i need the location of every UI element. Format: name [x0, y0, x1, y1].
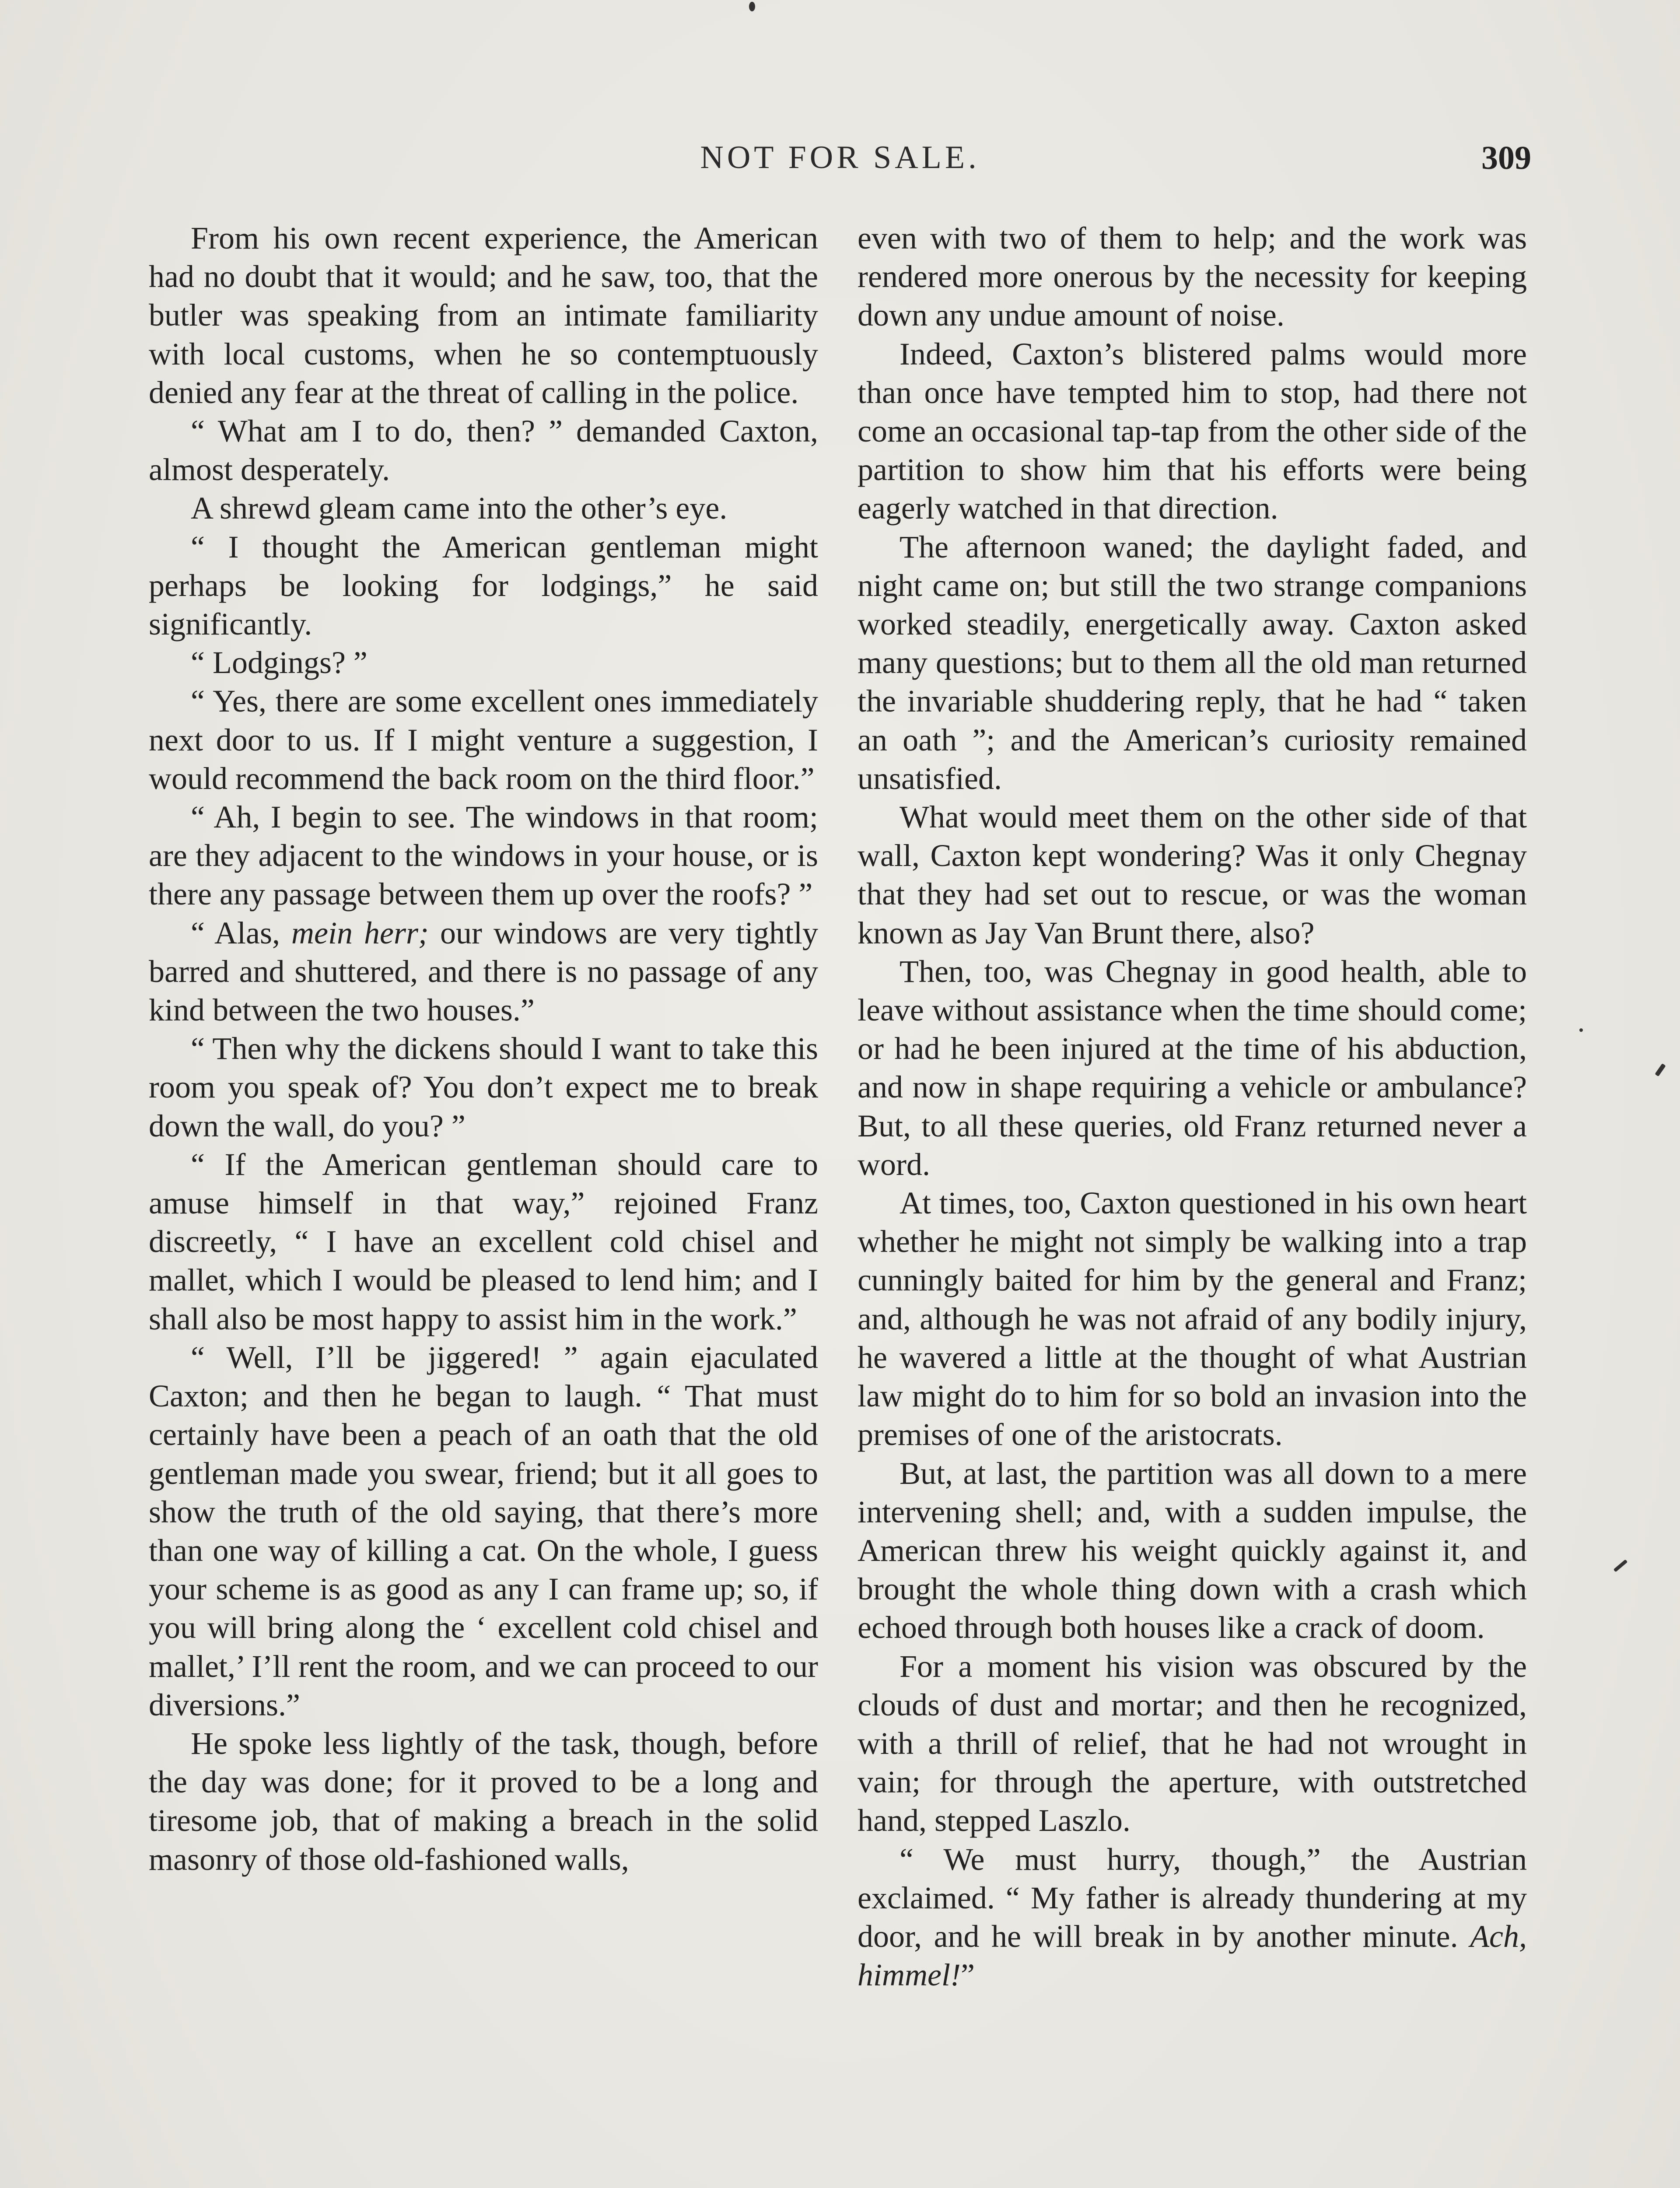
paragraph: “ I thought the American gentleman might perhaps be looking for lodgings,” he said significantly.: [149, 529, 818, 642]
paragraph-text: From his own recent experience, the American had no doubt that it would; and he saw, too, that the butler was speaking from an intimate familiarity with local customs, when he so contemptuously denied any fear at the threat of calling in the police.: [149, 221, 818, 410]
italic-phrase: Ach, himmel!: [858, 1918, 1527, 1993]
paragraph: At times, too, Caxton questioned in his own heart whether he might not simply be walking into a trap cunningly baited for him by the general and Franz; and, although he was not afraid of any bodily injury, he wavered a little at the thought of what Austrian law might do to him for so bold an invasion into the premises of one of the aristocrats.: [858, 1185, 1527, 1452]
paragraph: “ What am I to do, then? ” demanded Caxton, almost desperately.: [149, 414, 818, 487]
paragraph: “ Ah, I begin to see. The windows in that room; are they adjacent to the windows in your house, or is there any passage between them up over the roofs? ”: [149, 799, 818, 912]
right-column: [858, 219, 1527, 2188]
page-number: 309: [1481, 140, 1531, 176]
ink-speck: [1579, 1028, 1583, 1032]
ink-speck: [1655, 1063, 1666, 1076]
left-column: [149, 219, 818, 2188]
paragraph: “ Lodgings? ”: [191, 645, 368, 680]
paragraph: “ If the American gentleman should care to amuse himself in that way,” rejoined Franz discreetly, “ I have an excellent cold chisel and mallet, which I would be pleased to lend him; and I shall also be most happy to assist him in the work.”: [149, 1147, 818, 1336]
paragraph: But, at last, the partition was all down to a mere intervening shell; and, with a sudden impulse, the American threw his weight quickly against it, and brought the whole thing down with a crash which echoed through both houses like a crack of doom.: [858, 1455, 1527, 1645]
paragraph: A shrewd gleam came into the other’s eye.: [191, 491, 728, 526]
italic-phrase: mein herr;: [291, 915, 429, 950]
paragraph: [149, 914, 818, 1030]
ink-speck: [749, 2, 755, 11]
paragraph-text: “ Alas,: [191, 915, 292, 950]
paragraph: [858, 1840, 1527, 1995]
paragraph: “ Well, I’ll be jiggered! ” again ejaculated Caxton; and then he began to laugh. “ That must certainly have been a peach of an oath that the old gentleman made you swear, friend; but it all goes to show the truth of the old saying, that there’s more than one way of killing a cat. On the whole, I guess your scheme is as good as any I can frame up; so, if you will bring along the ‘ excellent cold chisel and mallet,’ I’ll rent the room, and we can proceed to our diversions.”: [149, 1339, 818, 1722]
paragraph-text: our windows are very tightly barred and shuttered, and there is no passage of any kind between the two houses.”: [149, 915, 818, 1028]
paragraph-text: ”: [960, 1957, 975, 1993]
paragraph: What would meet them on the other side of that wall, Caxton kept wondering? Was it only Chegnay that they had set out to rescue, or was the woman known as Jay Van Brunt there, also?: [858, 799, 1527, 950]
paragraph: The afternoon waned; the daylight faded, and night came on; but still the two strange companions worked steadily, energetically away. Caxton asked many questions; but to them all the old man returned the invariable shuddering reply, that he had “ taken an oath ”; and the American’s curiosity remained unsatisfied.: [858, 529, 1527, 796]
paragraph: “ Then why the dickens should I want to take this room you speak of? You don’t expect me to break down the wall, do you? ”: [149, 1031, 818, 1143]
paragraph-text: “ We must hurry, though,” the Austrian exclaimed. “ My father is already thundering at my door, and he will break in by another minute.: [858, 1841, 1527, 1954]
paragraph: Indeed, Caxton’s blistered palms would more than once have tempted him to stop, had there not come an occasional tap-tap from the other side of the partition to show him that his efforts were being eagerly watched in that direction.: [858, 336, 1527, 526]
paragraph-continued: even with two of them to help; and the work was rendered more onerous by the necessity for keeping down any undue amount of noise.: [858, 221, 1527, 333]
paragraph: He spoke less lightly of the task, though, before the day was done; for it proved to be a long and tiresome job, that of making a breach in the solid masonry of those old-fashioned walls,: [149, 1725, 818, 1877]
running-title: NOT FOR SALE.: [700, 140, 980, 175]
paragraph: [149, 219, 818, 412]
paragraph: For a moment his vision was obscured by the clouds of dust and mortar; and then he recognized, with a thrill of relief, that he had not wrought in vain; for through the aperture, with outstretched hand, stepped Laszlo.: [858, 1648, 1527, 1838]
paragraph: “ Yes, there are some excellent ones immediately next door to us. If I might venture a suggestion, I would recommend the back room on the third floor.”: [149, 684, 818, 796]
paragraph: Then, too, was Chegnay in good health, able to leave without assistance when the time should come; or had he been injured at the time of his abduction, and now in shape requiring a vehicle or ambulance? But, to all these queries, old Franz returned never a word.: [858, 954, 1527, 1182]
ink-speck: [1614, 1559, 1628, 1572]
page-header: [149, 139, 1531, 183]
